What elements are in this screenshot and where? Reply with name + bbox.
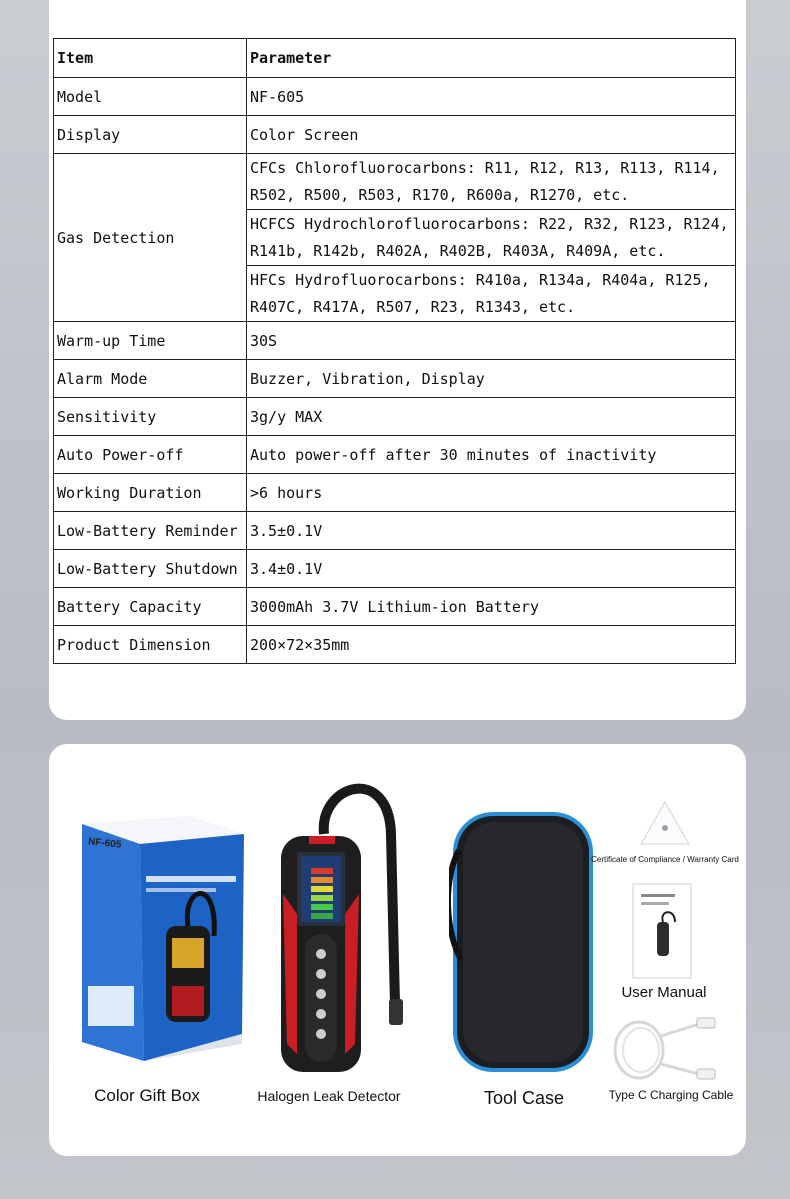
row-value: Auto power-off after 30 minutes of inactivity [247, 436, 736, 474]
gas-line: R502, R500, R503, R170, R600a, R1270, etc. [250, 185, 630, 204]
row-value: 3000mAh 3.7V Lithium-ion Battery [247, 588, 736, 626]
table-row [54, 78, 736, 116]
gas-line: R141b, R142b, R402A, R402B, R403A, R409A, etc. [250, 241, 666, 260]
row-value: 3.4±0.1V [247, 550, 736, 588]
spec-table [53, 38, 736, 664]
row-label: Warm-up Time [54, 322, 247, 360]
leak-detector-image [279, 774, 419, 1074]
header-item: Item [54, 39, 247, 78]
tool-case-image [449, 810, 597, 1074]
row-label: Gas Detection [54, 154, 247, 322]
row-label: Display [54, 116, 247, 154]
tool-case-caption: Tool Case [483, 1088, 565, 1108]
table-row [54, 550, 736, 588]
row-label: Auto Power-off [54, 436, 247, 474]
table-row [54, 588, 736, 626]
row-value: NF-605 [247, 78, 736, 116]
row-value: Color Screen [247, 116, 736, 154]
table-row-gas-cfcs [54, 154, 736, 210]
row-label: Battery Capacity [54, 588, 247, 626]
row-label: Low-Battery Shutdown [54, 550, 247, 588]
spec-card [49, 0, 746, 720]
row-value: 3.5±0.1V [247, 512, 736, 550]
row-label: Alarm Mode [54, 360, 247, 398]
gas-line: R407C, R417A, R507, R23, R1343, etc. [250, 297, 576, 316]
gas-cell [247, 266, 736, 322]
row-value: >6 hours [247, 474, 736, 512]
gas-line: CFCs Chlorofluorocarbons: R11, R12, R13, R113, R114, [250, 158, 720, 177]
gas-line: HCFCS Hydrochlorofluorocarbons: R22, R32, R123, R124, [250, 214, 729, 233]
table-row [54, 116, 736, 154]
row-value: 30S [247, 322, 736, 360]
cable-caption: Type C Charging Cable [608, 1088, 734, 1102]
table-row [54, 474, 736, 512]
gift-box-caption: Color Gift Box [94, 1086, 200, 1105]
row-value: 200×72×35mm [247, 626, 736, 664]
table-row [54, 360, 736, 398]
user-manual-caption: User Manual [621, 984, 707, 1001]
detector-caption: Halogen Leak Detector [257, 1088, 401, 1104]
row-label: Low-Battery Reminder [54, 512, 247, 550]
table-row [54, 322, 736, 360]
user-manual-image [631, 882, 693, 980]
table-header-row [54, 39, 736, 78]
gas-line: HFCs Hydrofluorocarbons: R410a, R134a, R404a, R125, [250, 270, 711, 289]
row-label: Working Duration [54, 474, 247, 512]
charging-cable-image [609, 1016, 719, 1086]
gas-cell [247, 154, 736, 210]
package-contents-card [49, 744, 746, 1156]
header-parameter: Parameter [247, 39, 736, 78]
table-row [54, 398, 736, 436]
table-row [54, 436, 736, 474]
gift-box-model-label: NF-605 [87, 836, 122, 851]
row-value: 3g/y MAX [247, 398, 736, 436]
table-row [54, 512, 736, 550]
row-label: Model [54, 78, 247, 116]
row-value: Buzzer, Vibration, Display [247, 360, 736, 398]
row-label: Sensitivity [54, 398, 247, 436]
row-label: Product Dimension [54, 626, 247, 664]
certificate-caption: Certificate of Compliance / Warranty Card [591, 855, 739, 864]
gas-cell [247, 210, 736, 266]
table-row [54, 626, 736, 664]
gift-box-image [82, 816, 244, 1061]
